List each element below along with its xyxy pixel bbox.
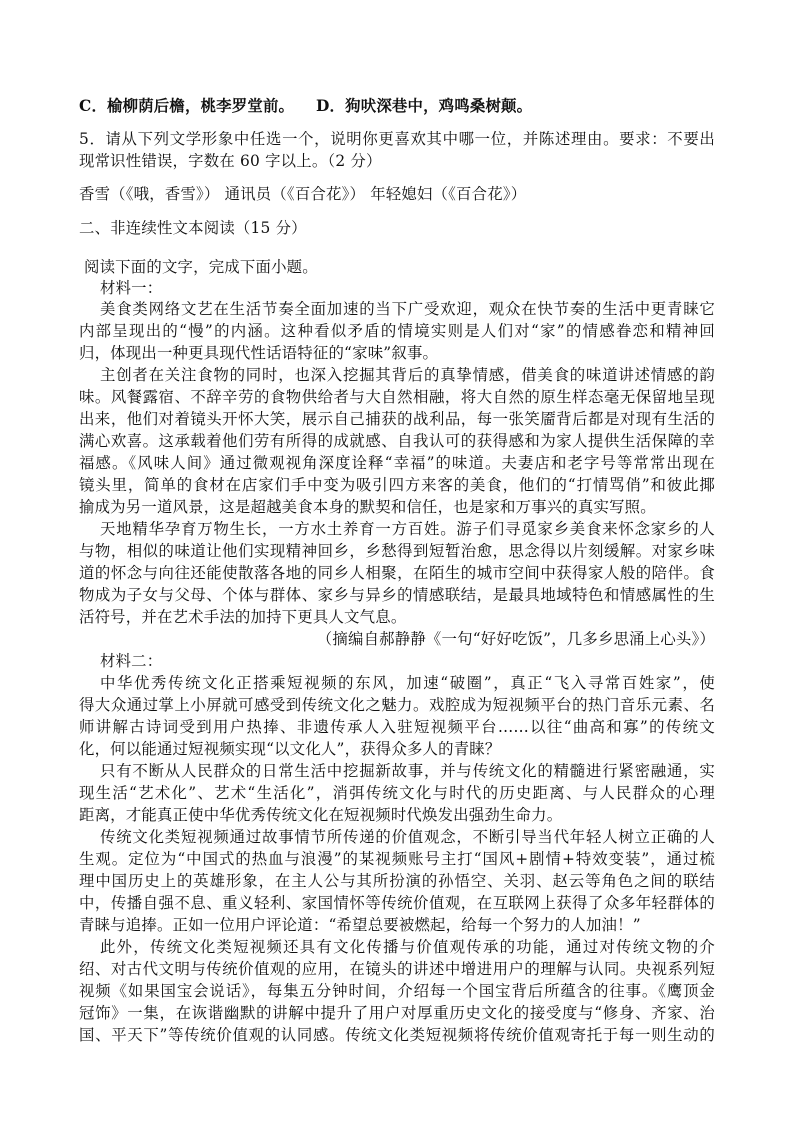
- material-2-line: 中，传播自强不息、重义轻利、家国情怀等传统价值观，在互联网上获得了众多年轻群体的: [79, 894, 715, 912]
- material-1-line: 活符号，并在艺术手法的加持下更具人文气息。: [79, 608, 407, 626]
- material-1-line: 满心欢喜。这承载着他们劳有所得的成就感、自我认可的获得感和为家人提供生活保障的幸: [79, 432, 715, 450]
- material-1-line: 物成为子女与父母、个体与群体、家乡与异乡的情感联结，是最具地域特色和情感属性的生: [79, 586, 715, 604]
- material-1-line: 福感。《风味人间》通过微观视角深度诠释“幸福”的味道。夫妻店和老字号等常常出现在: [79, 454, 715, 472]
- instruction: 阅读下面的文字，完成下面小题。: [84, 258, 318, 276]
- material-1-line: 与物，相似的味道让他们实现精神回乡，乡愁得到短暂治愈，思念得以片刻缓解。对家乡味: [79, 542, 715, 560]
- material-1-line: 出来，他们对着镜头开怀大笑，展示自己捕获的战利品，每一张笑靥背后都是对现有生活的: [79, 410, 715, 428]
- material-2-line: 中华优秀传统文化正搭乘短视频的东风，加速“破圈”，真正“飞入寻常百姓家”，使: [100, 674, 715, 692]
- material-2-line: 现生活“艺术化”、艺术“生活化”，消弭传统文化与时代的历史距离、与人民群众的心理: [79, 784, 715, 802]
- material-2-line: 理中国历史上的英雄形象，在主人公与其所扮演的孙悟空、关羽、赵云等角色之间的联结: [79, 872, 715, 890]
- option-c: C．榆柳荫后檐，桃李罗堂前。: [79, 97, 295, 115]
- material-1-source: （摘编自郝静静《一句“好好吃饭”，几多乡思涌上心头》）: [316, 630, 715, 648]
- material-2-line: 师讲解古诗词受到用户热捧、非遗传承人入驻短视频平台……以往“曲高和寡”的传统文: [79, 718, 715, 736]
- material-2-line: 冠饰》一集，在诙谐幽默的讲解中提升了用户对厚重历史文化的接受度与“修身、齐家、治: [79, 1004, 715, 1022]
- material-1-line: 揄成为另一道风景，这是超越美食本身的默契和信任，也是家和万事兴的真实写照。: [79, 498, 656, 516]
- material-1-line: 天地精华孕育万物生长，一方水土养育一方百姓。游子们寻觅家乡美食来怀念家乡的人: [100, 520, 715, 538]
- material-2-line: 青睐与追捧。正如一位用户评论道：“希望总要被燃起，给每一个努力的人加油！”: [79, 916, 641, 934]
- material-2-line: 距离，才能真正使中华优秀传统文化在短视频时代焕发出强劲生命力。: [79, 806, 563, 824]
- section-title: 二、非连续性文本阅读（15 分）: [79, 219, 307, 237]
- material-2-line: 传统文化类短视频通过故事情节所传递的价值观念，不断引导当代年轻人树立正确的人: [100, 828, 715, 846]
- material-2-line: 得大众通过掌上小屏就可感受到传统文化之魅力。戏腔成为短视频平台的热门音乐元素、名: [79, 696, 715, 714]
- material-2-line: 此外，传统文化类短视频还具有文化传播与价值观传承的功能，通过对传统文物的介: [100, 938, 715, 956]
- material-2-line: 只有不断从人民群众的日常生活中挖掘新故事，并与传统文化的精髓进行紧密融通，实: [100, 762, 715, 780]
- material-1-line: 味。风餐露宿、不辞辛劳的食物供给者与大自然相融，将大自然的原生样态毫无保留地呈现: [79, 388, 715, 406]
- material-1-line: 道的怀念与向往还能使散落各地的同乡人相聚，在陌生的城市空间中获得家人般的陪伴。食: [79, 564, 715, 582]
- material-1-line: 内部呈现出的“慢”的内涵。这种看似矛盾的情境实则是人们对“家”的情感眷恋和精神回: [79, 322, 715, 340]
- material-1-line: 美食类网络文艺在生活节奏全面加速的当下广受欢迎，观众在快节奏的生活中更青睐它: [100, 300, 715, 318]
- material-2-line: 国、平天下”等传统价值观的认同感。传统文化类短视频将传统价值观寄托于每一则生动的: [79, 1026, 715, 1044]
- option-d: D．狗吠深巷中，鸡鸣桑树颠。: [316, 97, 533, 115]
- material-1-line: 归，体现出一种更具现代性话语特征的“家味”叙事。: [79, 344, 439, 362]
- question-5-choices: 香雪（《哦，香雪》） 通讯员（《百合花》） 年轻媳妇（《百合花》）: [79, 185, 527, 203]
- material-1-title: 材料一：: [100, 279, 163, 297]
- material-2-line: 化，何以能通过短视频实现“以文化人”，获得众多人的青睐？: [79, 740, 501, 758]
- material-1-line: 镜头里，简单的食材在店家们手中变为吸引四方来客的美食，他们的“打情骂俏”和彼此揶: [79, 476, 715, 494]
- material-2-line: 绍、对古代文明与传统价值观的应用，在镜头的讲述中增进用户的理解与认同。央视系列短: [79, 960, 715, 978]
- question-5-line-2: 现常识性错误，字数在 60 字以上。（2 分）: [79, 152, 382, 170]
- material-2-line: 视频《如果国宝会说话》，每集五分钟时间，介绍每一个国宝背后所蕴含的往事。《鹰顶金: [79, 982, 715, 1000]
- material-2-title: 材料二：: [100, 652, 163, 670]
- material-2-line: 生观。定位为“中国式的热血与浪漫”的某视频账号主打“国风+剧情+特效变装”，通过梳: [79, 850, 715, 868]
- material-1-line: 主创者在关注食物的同时，也深入挖掘其背后的真挚情感，借美食的味道讲述情感的韵: [100, 366, 715, 384]
- question-5-line-1: 5．请从下列文学形象中任选一个，说明你更喜欢其中哪一位，并陈述理由。要求：不要出: [79, 130, 715, 148]
